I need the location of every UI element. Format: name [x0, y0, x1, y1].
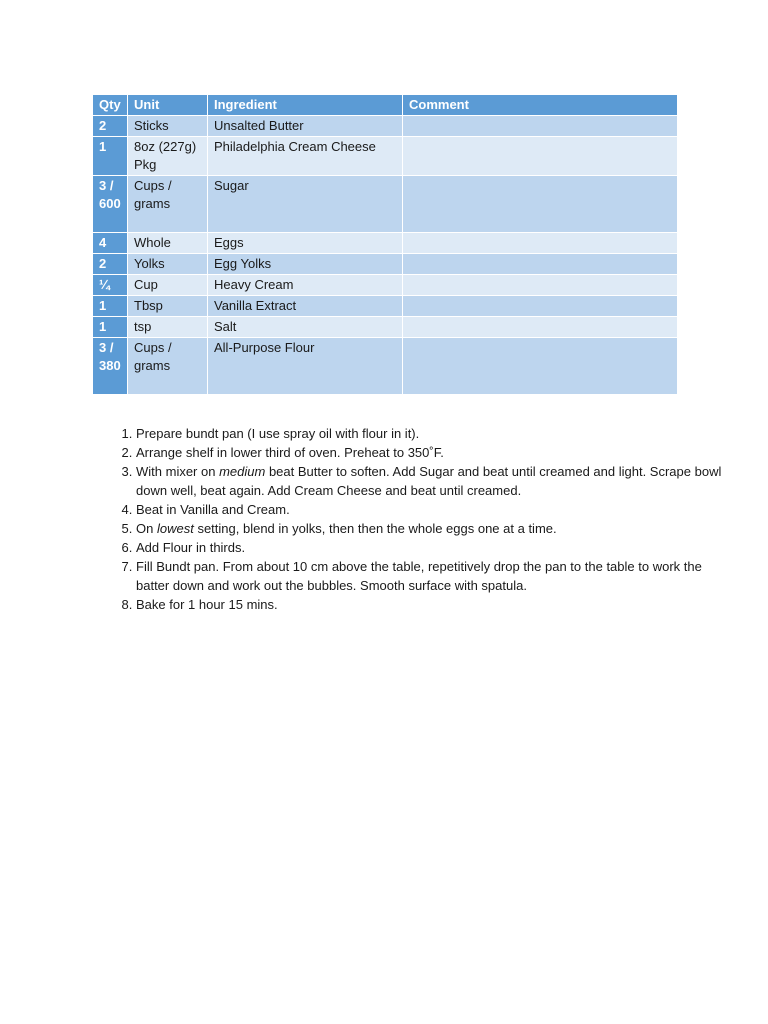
header-comment: Comment: [403, 95, 678, 116]
unit-cell: Tbsp: [128, 296, 208, 317]
unit-cell: Cup: [128, 275, 208, 296]
table-row: [93, 275, 678, 296]
comment-cell: [403, 116, 678, 137]
table-row: [93, 338, 678, 395]
table-row: [93, 254, 678, 275]
qty-cell: 2: [93, 116, 128, 137]
step-text: Add Flour in thirds.: [136, 540, 246, 555]
qty-cell: 3 / 600: [93, 176, 128, 233]
ingredient-cell: Unsalted Butter: [208, 116, 403, 137]
unit-cell: Sticks: [128, 116, 208, 137]
header-qty: Qty: [93, 95, 128, 116]
comment-cell: [403, 137, 678, 176]
qty-cell: 4: [93, 233, 128, 254]
table-row: [93, 137, 678, 176]
qty-cell: 3 / 380: [93, 338, 128, 395]
comment-cell: [403, 233, 678, 254]
qty-cell: 2: [93, 254, 128, 275]
unit-cell: Cups / grams: [128, 338, 208, 395]
ingredients-table: [92, 94, 678, 395]
list-item: [136, 424, 726, 443]
step-emphasis: lowest: [156, 521, 194, 536]
unit-cell: Yolks: [128, 254, 208, 275]
ingredient-cell: Egg Yolks: [208, 254, 403, 275]
step-text: setting, blend in yolks, then then the whole eggs one at a time.: [193, 521, 557, 536]
qty-cell: 1: [93, 296, 128, 317]
table-row: [93, 176, 678, 233]
ingredient-cell: Philadelphia Cream Cheese: [208, 137, 403, 176]
header-unit: Unit: [128, 95, 208, 116]
ingredient-cell: Heavy Cream: [208, 275, 403, 296]
comment-cell: [403, 317, 678, 338]
comment-cell: [403, 275, 678, 296]
comment-cell: [403, 338, 678, 395]
ingredient-cell: Vanilla Extract: [208, 296, 403, 317]
ingredient-cell: Sugar: [208, 176, 403, 233]
list-item: [136, 557, 726, 595]
step-emphasis: medium: [219, 464, 266, 479]
step-text: Fill Bundt pan. From about 10 cm above the table, repetitively drop the pan to the table to work the batter down and work out the bubbles. Smooth surface with spatula.: [136, 559, 702, 593]
list-item: [136, 519, 726, 538]
list-item: [136, 443, 726, 462]
step-text: Bake for 1 hour 15 mins.: [136, 597, 278, 612]
qty-cell: 1: [93, 137, 128, 176]
table-row: [93, 116, 678, 137]
unit-cell: tsp: [128, 317, 208, 338]
ingredient-cell: Salt: [208, 317, 403, 338]
step-text: Prepare bundt pan (I use spray oil with flour in it).: [136, 426, 420, 441]
table-row: [93, 233, 678, 254]
step-text: Beat in Vanilla and Cream.: [136, 502, 290, 517]
unit-cell: Cups / grams: [128, 176, 208, 233]
qty-cell: ¼: [93, 275, 128, 296]
table-header-row: [93, 95, 678, 116]
list-item: [136, 595, 726, 614]
list-item: [136, 500, 726, 519]
comment-cell: [403, 296, 678, 317]
unit-cell: Whole: [128, 233, 208, 254]
list-item: [136, 538, 726, 557]
table-row: [93, 317, 678, 338]
ingredient-cell: All-Purpose Flour: [208, 338, 403, 395]
table-row: [93, 296, 678, 317]
instructions-list: [92, 424, 726, 614]
step-text: beat Butter to soften. Add Sugar and beat until creamed and light. Scrape bowl down well, beat again. Add Cream Cheese and beat until creamed.: [136, 464, 722, 498]
list-item: [136, 462, 726, 500]
step-text: Arrange shelf in lower third of oven. Preheat to 350˚F.: [136, 445, 444, 460]
comment-cell: [403, 254, 678, 275]
step-text: With mixer on: [136, 464, 220, 479]
header-ingredient: Ingredient: [208, 95, 403, 116]
qty-cell: 1: [93, 317, 128, 338]
ingredient-cell: Eggs: [208, 233, 403, 254]
unit-cell: 8oz (227g) Pkg: [128, 137, 208, 176]
comment-cell: [403, 176, 678, 233]
step-text: On: [136, 521, 157, 536]
